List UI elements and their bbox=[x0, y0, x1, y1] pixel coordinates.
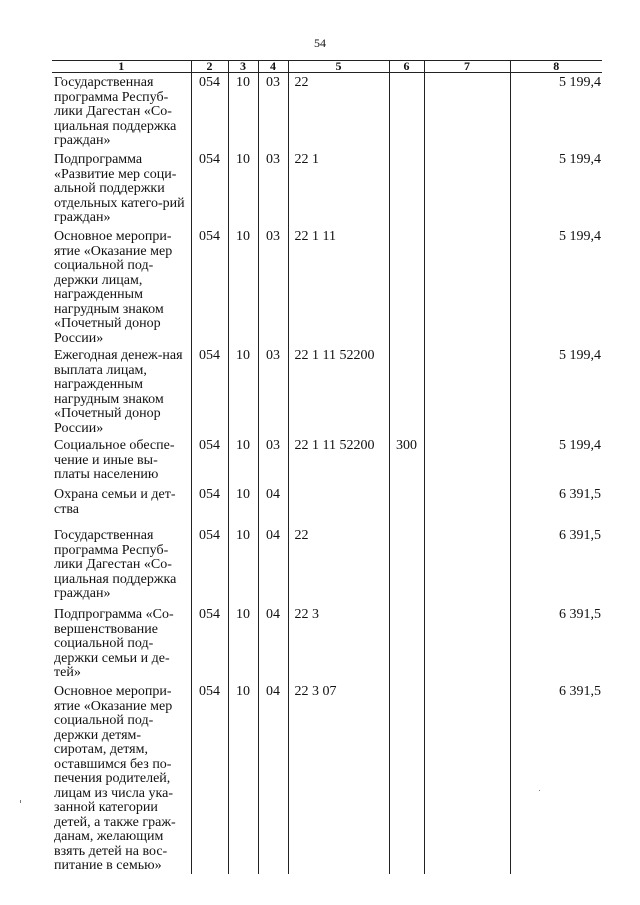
scan-speck bbox=[20, 800, 21, 803]
table-header-row bbox=[52, 61, 602, 73]
column-header-4: 4 bbox=[258, 61, 288, 73]
column-header-2: 2 bbox=[191, 61, 228, 73]
cell-col-8: 5 199,4 bbox=[510, 346, 602, 436]
row-name: Охрана семьи и дет-ства bbox=[52, 485, 191, 526]
cell-col-4: 03 bbox=[258, 73, 288, 151]
cell-col-6 bbox=[389, 227, 424, 346]
cell-col-7 bbox=[424, 682, 510, 874]
cell-col-4: 03 bbox=[258, 346, 288, 436]
table-row bbox=[52, 436, 602, 485]
cell-col-3: 10 bbox=[228, 73, 258, 151]
row-name: Государственная программа Респуб-лики Дагестан «Со-циальная поддержка граждан» bbox=[52, 526, 191, 605]
cell-col-4: 04 bbox=[258, 485, 288, 526]
cell-col-8: 5 199,4 bbox=[510, 150, 602, 227]
table-row bbox=[52, 605, 602, 682]
scan-speck bbox=[539, 790, 540, 791]
cell-col-6 bbox=[389, 346, 424, 436]
table-row bbox=[52, 227, 602, 346]
cell-col-2: 054 bbox=[191, 227, 228, 346]
cell-col-7 bbox=[424, 150, 510, 227]
table-row bbox=[52, 346, 602, 436]
column-header-7: 7 bbox=[424, 61, 510, 73]
cell-col-3: 10 bbox=[228, 436, 258, 485]
page-number: 54 bbox=[314, 36, 326, 50]
cell-col-2: 054 bbox=[191, 73, 228, 151]
cell-col-6 bbox=[389, 526, 424, 605]
cell-col-6 bbox=[389, 485, 424, 526]
cell-col-5: 22 bbox=[288, 73, 389, 151]
cell-col-5: 22 1 11 bbox=[288, 227, 389, 346]
row-name: Социальное обеспе-чение и иные вы-платы населению bbox=[52, 436, 191, 485]
cell-col-7 bbox=[424, 73, 510, 151]
cell-col-2: 054 bbox=[191, 526, 228, 605]
row-name: Государственная программа Респуб-лики Дагестан «Со-циальная поддержка граждан» bbox=[52, 73, 191, 151]
cell-col-8: 6 391,5 bbox=[510, 526, 602, 605]
cell-col-8: 5 199,4 bbox=[510, 227, 602, 346]
row-name: Основное меропри-ятие «Оказание мер социальной под-держки детям-сиротам, детям, оставшимся без по-печения родителей, лицам из числа ука-занной категории детей, а также граж-данам, желающим взять детей на вос-питание в семью» bbox=[52, 682, 191, 874]
cell-col-6 bbox=[389, 605, 424, 682]
table-row bbox=[52, 485, 602, 526]
cell-col-8: 6 391,5 bbox=[510, 605, 602, 682]
budget-table bbox=[52, 60, 602, 874]
cell-col-3: 10 bbox=[228, 346, 258, 436]
cell-col-2: 054 bbox=[191, 436, 228, 485]
cell-col-3: 10 bbox=[228, 150, 258, 227]
table-row bbox=[52, 150, 602, 227]
cell-col-7 bbox=[424, 227, 510, 346]
cell-col-5: 22 1 11 52200 bbox=[288, 346, 389, 436]
row-name: Ежегодная денеж-ная выплата лицам, награжденным нагрудным знаком «Почетный донор России» bbox=[52, 346, 191, 436]
cell-col-3: 10 bbox=[228, 526, 258, 605]
cell-col-4: 04 bbox=[258, 526, 288, 605]
cell-col-3: 10 bbox=[228, 605, 258, 682]
cell-col-5: 22 3 07 bbox=[288, 682, 389, 874]
row-name: Подпрограмма «Со-вершенствование социальной под-держки семьи и де-тей» bbox=[52, 605, 191, 682]
cell-col-8: 5 199,4 bbox=[510, 436, 602, 485]
cell-col-8: 6 391,5 bbox=[510, 682, 602, 874]
cell-col-2: 054 bbox=[191, 346, 228, 436]
column-header-1: 1 bbox=[52, 61, 191, 73]
column-header-3: 3 bbox=[228, 61, 258, 73]
table-row bbox=[52, 526, 602, 605]
cell-col-7 bbox=[424, 485, 510, 526]
cell-col-4: 04 bbox=[258, 682, 288, 874]
cell-col-7 bbox=[424, 346, 510, 436]
cell-col-2: 054 bbox=[191, 682, 228, 874]
cell-col-2: 054 bbox=[191, 150, 228, 227]
cell-col-2: 054 bbox=[191, 485, 228, 526]
cell-col-4: 04 bbox=[258, 605, 288, 682]
row-name: Подпрограмма «Развитие мер соци-альной поддержки отдельных катего-рий граждан» bbox=[52, 150, 191, 227]
column-header-5: 5 bbox=[288, 61, 389, 73]
cell-col-7 bbox=[424, 605, 510, 682]
cell-col-6: 300 bbox=[389, 436, 424, 485]
cell-col-5 bbox=[288, 485, 389, 526]
cell-col-3: 10 bbox=[228, 485, 258, 526]
table-row bbox=[52, 73, 602, 151]
cell-col-5: 22 bbox=[288, 526, 389, 605]
cell-col-4: 03 bbox=[258, 227, 288, 346]
row-name: Основное меропри-ятие «Оказание мер социальной под-держки лицам, награжденным нагрудным знаком «Почетный донор России» bbox=[52, 227, 191, 346]
cell-col-3: 10 bbox=[228, 682, 258, 874]
cell-col-4: 03 bbox=[258, 150, 288, 227]
cell-col-6 bbox=[389, 150, 424, 227]
cell-col-5: 22 1 bbox=[288, 150, 389, 227]
cell-col-7 bbox=[424, 436, 510, 485]
cell-col-8: 5 199,4 bbox=[510, 73, 602, 151]
cell-col-3: 10 bbox=[228, 227, 258, 346]
table-row bbox=[52, 682, 602, 874]
cell-col-8: 6 391,5 bbox=[510, 485, 602, 526]
cell-col-2: 054 bbox=[191, 605, 228, 682]
cell-col-4: 03 bbox=[258, 436, 288, 485]
column-header-8: 8 bbox=[510, 61, 602, 73]
cell-col-6 bbox=[389, 682, 424, 874]
cell-col-6 bbox=[389, 73, 424, 151]
cell-col-5: 22 3 bbox=[288, 605, 389, 682]
cell-col-5: 22 1 11 52200 bbox=[288, 436, 389, 485]
column-header-6: 6 bbox=[389, 61, 424, 73]
cell-col-7 bbox=[424, 526, 510, 605]
